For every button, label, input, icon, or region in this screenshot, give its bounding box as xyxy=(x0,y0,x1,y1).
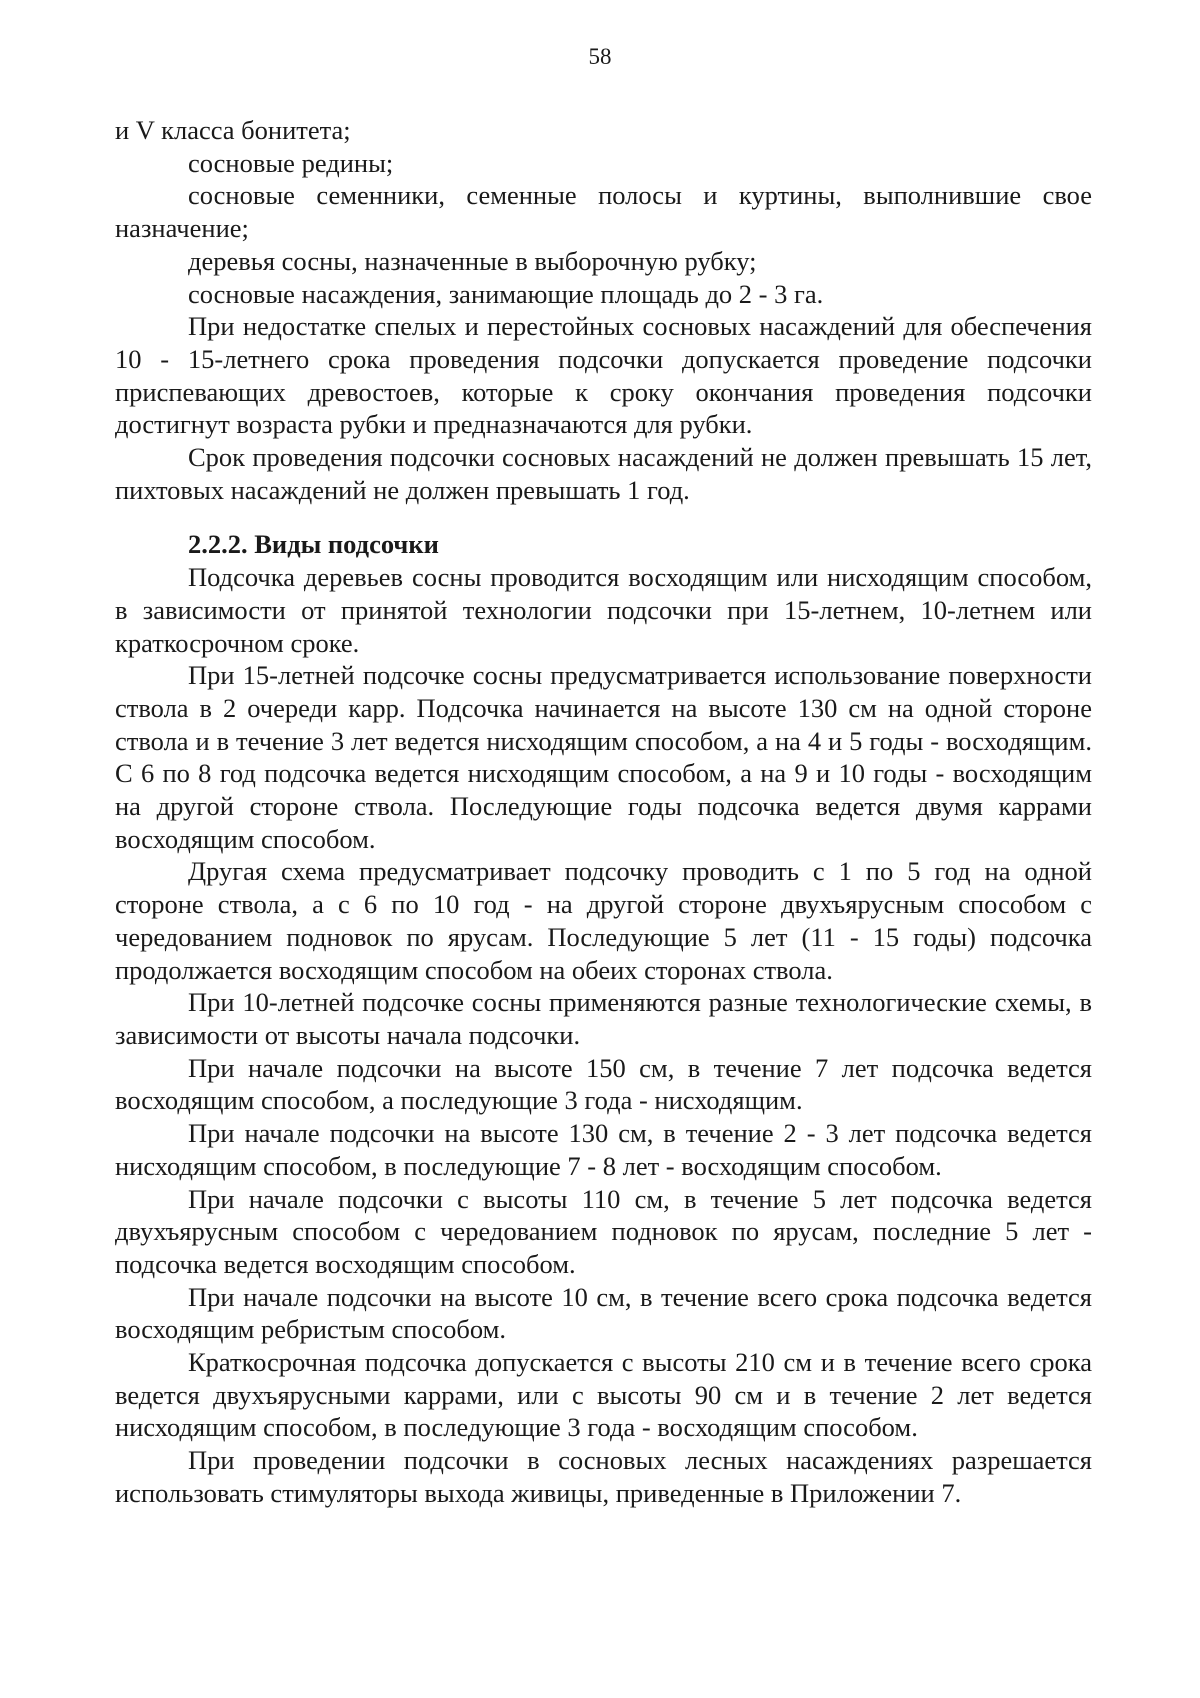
paragraph: Срок проведения подсочки сосновых насаждений не должен превышать 15 лет, пихтовых насаждений не должен превышать 1 год. xyxy=(115,442,1092,505)
paragraph: сосновые редины; xyxy=(188,147,394,178)
paragraph: деревья сосны, назначенные в выборочную рубку; xyxy=(188,245,757,276)
paragraph: Другая схема предусматривает подсочку проводить с 1 по 5 год на одной стороне ствола, а с 6 по 10 год - на другой стороне двухъярусным способом с чередованием подновок по ярусам. Последующие 5 лет (11 - 15 годы) подсочка продолжается восходящим способом на обеих сторонах ствола. xyxy=(115,856,1092,985)
paragraph: При 15-летней подсочке сосны предусматривается использование поверхности ствола в 2 очереди карр. Подсочка начинается на высоте 130 см на одной стороне ствола и в течение 3 лет ведется нисходящим способом, а на 4 и 5 годы - восходящим. С 6 по 8 год подсочка ведется нисходящим способом, а на 9 и 10 годы - восходящим на другой стороне ствола. Последующие годы подсочка ведется двумя каррами восходящим способом. xyxy=(115,660,1092,854)
paragraph: сосновые семенники, семенные полосы и куртины, выполнившие свое назначение; xyxy=(115,180,1092,244)
paragraph: и V класса бонитета; xyxy=(115,115,351,145)
paragraph: сосновые насаждения, занимающие площадь до 2 - 3 га. xyxy=(188,278,824,309)
paragraph: При начале подсочки на высоте 150 см, в течение 7 лет подсочка ведется восходящим способом, а последующие 3 года - нисходящим. xyxy=(115,1052,1092,1116)
paragraph: При начале подсочки на высоте 130 см, в течение 2 - 3 лет подсочка ведется нисходящим способом, в последующие 7 - 8 лет - восходящим способом. xyxy=(115,1118,1092,1181)
paragraph: Краткосрочная подсочка допускается с высоты 210 см и в течение всего срока ведется двухъярусными каррами, или с высоты 90 см и в течение 2 лет ведется нисходящим способом, в последующие 3 года - восходящим способом. xyxy=(115,1347,1092,1443)
paragraph: При начале подсочки на высоте 10 см, в течение всего срока подсочка ведется восходящим ребристым способом. xyxy=(115,1281,1092,1345)
section-heading: 2.2.2. Виды подсочки xyxy=(188,529,439,560)
document-body xyxy=(115,114,1092,1510)
paragraph: Подсочка деревьев сосны проводится восходящим или нисходящим способом, в зависимости от принятой технологии подсочки при 15-летнем, 10-летнем или краткосрочном сроке. xyxy=(115,562,1092,658)
paragraph: При недостатке спелых и перестойных сосновых насаждений для обеспечения 10 - 15-летнего срока проведения подсочки допускается проведение подсочки приспевающих древостоев, которые к сроку окончания проведения подсочки достигнут возраста рубки и предназначаются для рубки. xyxy=(115,311,1092,440)
paragraph: При проведении подсочки в сосновых лесных насаждениях разрешается использовать стимуляторы выхода живицы, приведенные в Приложении 7. xyxy=(115,1445,1092,1508)
paragraph: При 10-летней подсочке сосны применяются разные технологические схемы, в зависимости от высоты начала подсочки. xyxy=(115,987,1092,1050)
paragraph: При начале подсочки с высоты 110 см, в течение 5 лет подсочка ведется двухъярусным способом с чередованием подновок по ярусам, последние 5 лет - подсочка ведется восходящим способом. xyxy=(115,1183,1092,1279)
page-number: 58 xyxy=(588,44,612,69)
